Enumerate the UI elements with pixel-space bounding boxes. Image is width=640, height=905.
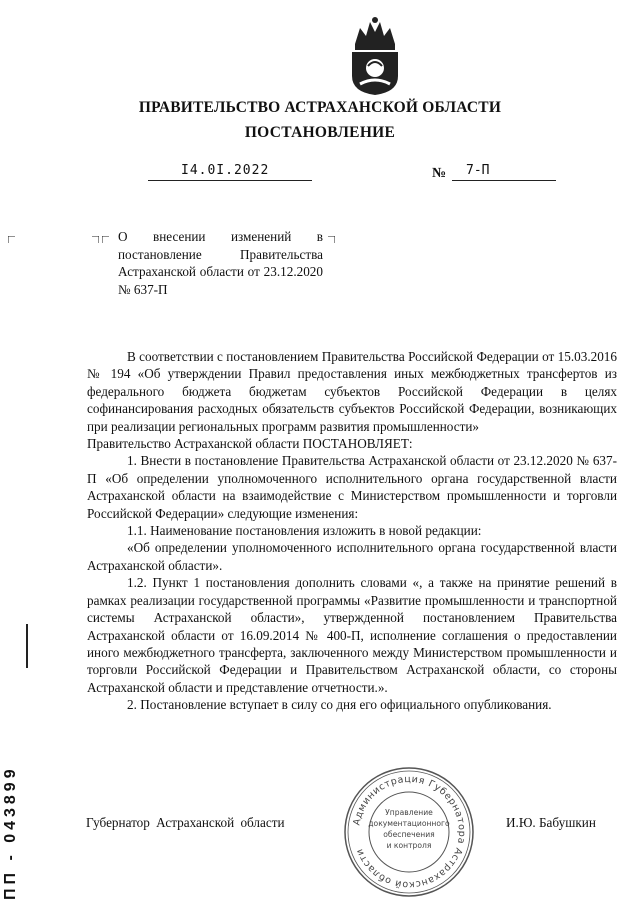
decree-number: 7-П <box>466 163 490 178</box>
number-underline <box>452 179 556 181</box>
seal-ring-text: Администрация Губернатора Астраханской области <box>351 773 468 891</box>
item-2-paragraph: 2. Постановление вступает в силу со дня его официального опубликования. <box>127 697 552 713</box>
preamble-paragraph: В соответствии с постановлением Правительства Российской Федерации от 15.03.2016 № 194 «Об утверждении Правил предоставления иных межбюджетных трансфертов из федерального бюджета бюджетам субъектов Российской Федерации в целях софинансирования расходных обязательств субъектов Российской Федерации, возникающих при реализации региональных программ развития промышленности» <box>87 349 617 434</box>
corner-mark <box>8 236 15 243</box>
decree-date: I4.0I.2022 <box>181 163 270 178</box>
coat-of-arms-icon <box>350 14 400 96</box>
date-underline <box>148 179 312 181</box>
corner-mark <box>328 236 335 243</box>
signer-title: Губернатор Астраханской области <box>86 815 285 830</box>
seal-line: обеспечения <box>383 830 435 839</box>
margin-bar <box>26 624 28 668</box>
decree-subject: О внесении изменений в постановление Правительства Астраханской области от 23.12.2020 № 637-П <box>118 229 323 297</box>
corner-mark <box>102 236 109 243</box>
resolves-line: Правительство Астраханской области ПОСТАНОВЛЯЕТ: <box>87 436 413 452</box>
seal-line: Управление <box>385 808 433 817</box>
org-title: ПРАВИТЕЛЬСТВО АСТРАХАНСКОЙ ОБЛАСТИ <box>138 99 502 116</box>
serial-number: ПП - 043899 <box>2 765 19 900</box>
item-1-paragraph: 1. Внести в постановление Правительства Астраханской области от 23.12.2020 № 637-П «Об определении уполномоченного исполнительного органа государственной власти Астраханской области на взаимодействие с Министерством промышленности и торговли Российской Федерации» следующие изменения: <box>87 453 617 521</box>
seal-line: документационного <box>368 819 450 828</box>
corner-mark <box>92 236 99 243</box>
item-1-1-paragraph: 1.1. Наименование постановления изложить в новой редакции: <box>127 523 482 539</box>
decree-body <box>87 348 617 714</box>
number-label: № <box>432 166 447 181</box>
official-seal <box>342 765 476 899</box>
doc-type-title: ПОСТАНОВЛЕНИЕ <box>244 124 396 141</box>
seal-line: и контроля <box>386 841 432 850</box>
item-1-1-text: «Об определении уполномоченного исполнительного органа государственной власти Астраханской области». <box>87 540 617 573</box>
signer-name: И.Ю. Бабушкин <box>506 815 596 830</box>
item-1-2-paragraph: 1.2. Пункт 1 постановления дополнить словами «, а также на принятие решений в рамках реализации государственной программы «Развитие промышленности и транспортной системы Астраханской области», утвержденной постановлением Правительства Астраханской области от 16.09.2014 № 400-П, исполнение соглашения о предоставлении иного межбюджетного трансферта, заключенного между Министерством промышленности и торговли Российской Федерации и Правительством Астраханской области, со стороны Астраханской области и представление отчетности.». <box>87 575 617 695</box>
